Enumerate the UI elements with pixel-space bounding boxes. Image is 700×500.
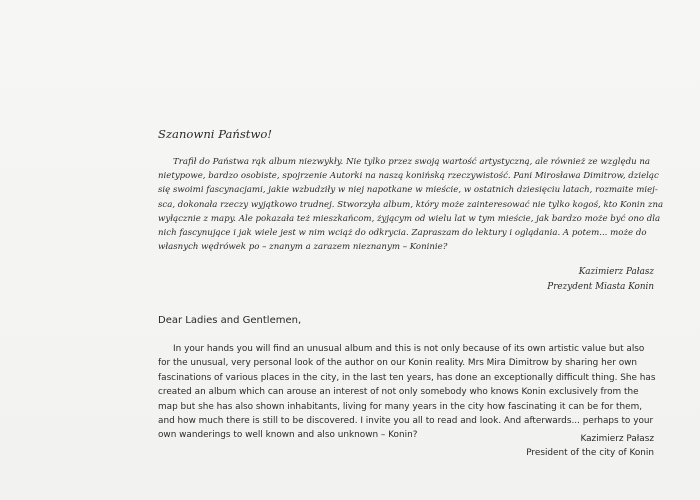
english-body-line: map but she has also shown inhabitants, living for many years in the city how fascinating it can be for them, [158, 401, 643, 412]
english-body-line: fascinations of various places in the city, in the last ten years, has done an exceptionally difficult thing. She has [158, 372, 656, 383]
polish-greeting: Szanowni Państwo! [158, 127, 273, 141]
polish-body-line: się swoimi fascynacjami, jakie wzbudziły w niej napotkane w mieście, w ostatnich dziesięciu latach, rozmaite miej- [158, 185, 658, 196]
polish-signature-title: Prezydent Miasta Konin [547, 281, 654, 292]
english-body-line: created an album which can arouse an interest of not only somebody who knows Konin exclusively from the [158, 387, 639, 398]
english-greeting: Dear Ladies and Gentlemen, [158, 315, 302, 326]
english-signature-name: Kazimierz Pałasz [580, 434, 654, 444]
english-signature [158, 432, 654, 461]
english-letter [158, 314, 658, 443]
polish-body-line: Trafił do Państwa rąk album niezwykły. Nie tylko przez swoją wartość artystyczną, ale również ze względu na [173, 157, 651, 167]
english-body-line: In your hands you will find an unusual album and this is not only because of its own artistic value but also [173, 344, 645, 354]
polish-body-line: nietypowe, bardzo osobiste, spojrzenie Autorki na naszą konińską rzeczywistość. Pani Mirosława Dimitrow, dzieląc [158, 171, 659, 182]
polish-letter [158, 127, 664, 254]
english-body-line: and how much there is still to be discovered. I invite you all to read and look. And afterwards... perhaps to your [158, 416, 654, 427]
english-signature-title: President of the city of Konin [526, 448, 654, 459]
polish-body-line: własnych wędrówek po – znanym a zarazem nieznanym – Koninie? [158, 242, 448, 253]
polish-body-line: sca, dokonała rzeczy wyjątkowo trudnej. Stworzyła album, który może zainteresować nie tylko kogoś, kto Konin zna [158, 199, 664, 210]
english-body-line: own wanderings to well known and also unknown – Konin? [158, 430, 418, 441]
polish-signature [158, 265, 654, 294]
polish-body-line: nich fascynujące i jak wiele jest w nim wciąż do odkrycia. Zapraszam do lektury i oglądania. A potem... może do [158, 228, 647, 239]
polish-body-line: wyłącznie z mapy. Ale pokazała też mieszkańcom, żyjącym od wielu lat w tym mieście, jak bardzo może być ono dla [158, 213, 661, 224]
polish-signature-name: Kazimierz Pałasz [578, 267, 654, 277]
english-body-line: for the unusual, very personal look of the author on our Konin reality. Mrs Mira Dimitrow by sharing her own [158, 358, 638, 369]
